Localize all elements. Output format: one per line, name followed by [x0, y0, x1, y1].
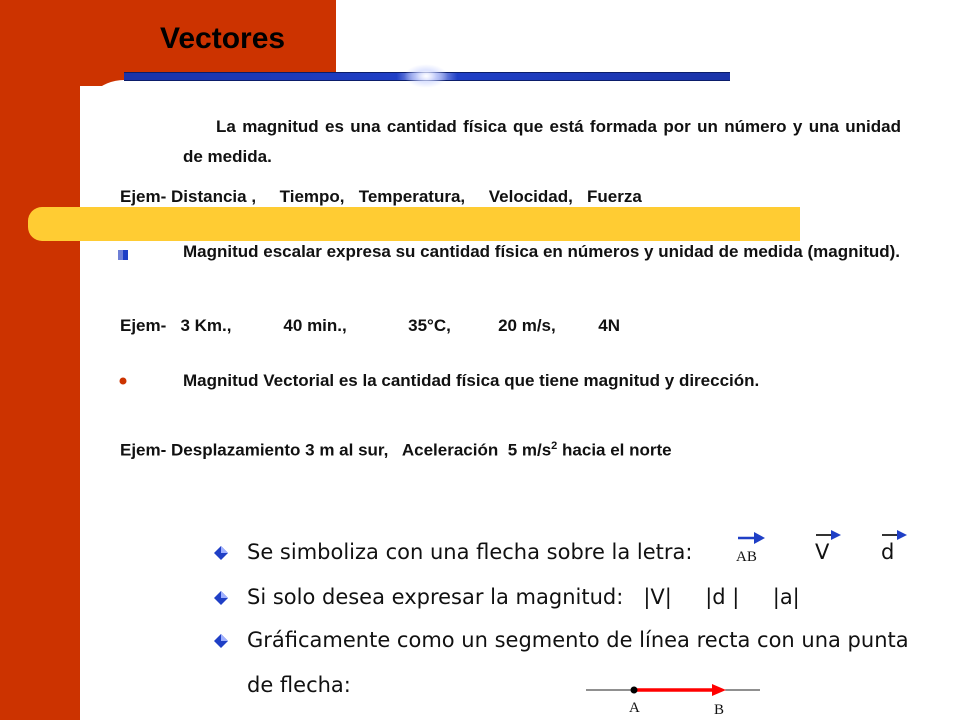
scalar-paragraph: Magnitud escalar expresa su cantidad física en números y unidad de medida (magnitud). — [183, 242, 901, 261]
left-accent-band — [0, 0, 80, 720]
example-1: Ejem- Distancia , Tiempo, Temperatura, Velocidad, Fuerza — [120, 187, 642, 206]
example-2: Ejem- 3 Km., 40 min., 35°C, 20 m/s, 4N — [120, 316, 620, 335]
diamond-bullet-icon — [214, 591, 228, 605]
diamond-bullet-icon — [214, 634, 228, 648]
symbol-v: V — [815, 540, 830, 564]
dot-bullet-icon — [118, 376, 128, 386]
point-a-label: A — [629, 700, 640, 716]
magnitude-bullet-text: Si solo desea expresar la magnitud: |V| |d | |a| — [247, 585, 800, 609]
content-panel — [80, 80, 960, 720]
title-rule-glow — [404, 64, 448, 88]
slide-title: Vectores — [160, 22, 286, 55]
example-3-prefix: Ejem- Desplazamiento 3 m al sur, Aceleración 5 m/s — [120, 440, 552, 460]
symbol-d: d — [881, 540, 895, 564]
arrow-over-ab-icon — [734, 530, 766, 544]
vector-segment-diagram — [584, 680, 764, 700]
intro-paragraph: La magnitud es una cantidad física que está formada por un número y una unidad de medida. — [183, 117, 901, 166]
highlight-bar — [28, 207, 800, 241]
example-3 — [120, 440, 672, 461]
square-bullet-icon — [118, 250, 128, 260]
example-3-superscript: 2 — [551, 440, 558, 452]
example-3-suffix: hacia el norte — [557, 440, 672, 460]
symbol-ab: AB — [736, 549, 757, 565]
symbol-bullet-text: Se simboliza con una flecha sobre la letra: — [247, 540, 693, 564]
point-b-label: B — [714, 702, 725, 718]
vector-paragraph: Magnitud Vectorial es la cantidad física que tiene magnitud y dirección. — [183, 371, 760, 390]
diamond-bullet-icon — [214, 546, 228, 560]
graphic-bullet-line-2: de flecha: — [247, 673, 351, 697]
graphic-bullet-line-1: Gráficamente como un segmento de línea recta con una punta — [247, 628, 909, 652]
